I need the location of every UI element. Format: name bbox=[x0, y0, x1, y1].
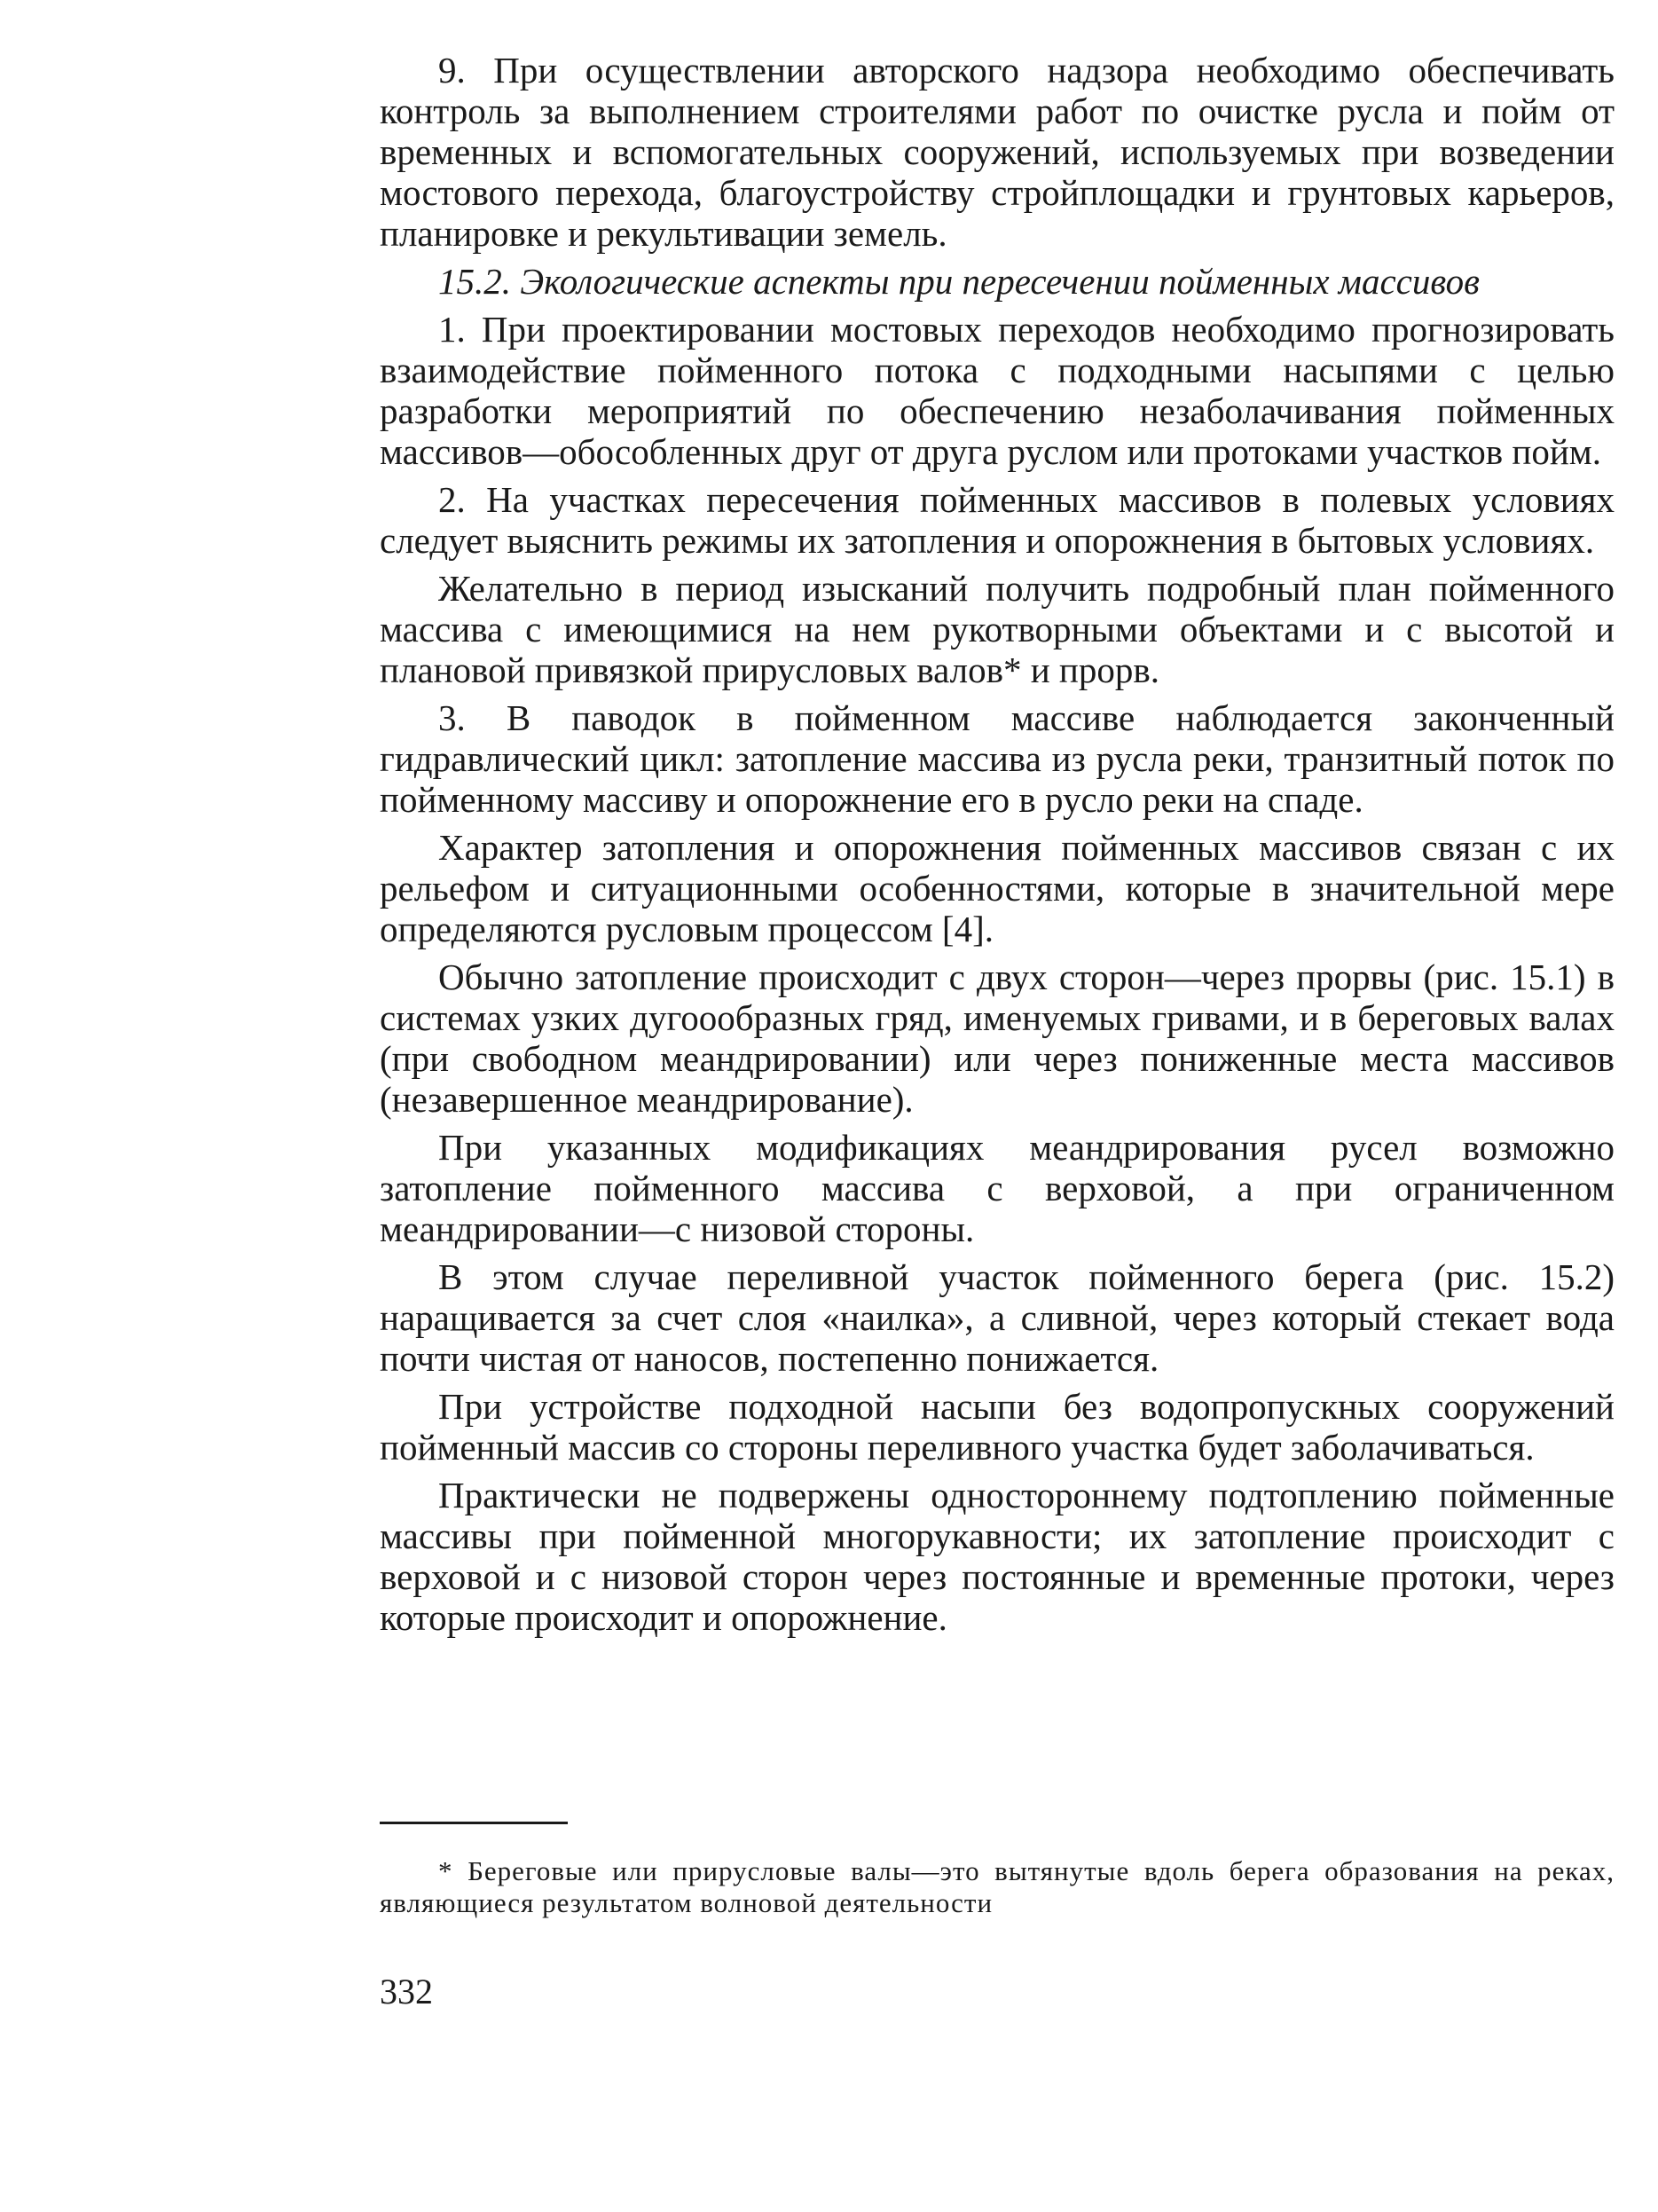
paragraph-item-2: 2. На участках пересечения пойменных массивов в полевых условиях следует выяснить режимы их затопления и опорожнения в бытовых условиях. bbox=[380, 479, 1615, 561]
paragraph-embankment: При устройстве подходной насыпи без водопропускных сооружений пойменный массив со стороны переливного участка будет заболачиваться. bbox=[380, 1386, 1615, 1468]
paragraph-overflow-section: В этом случае переливной участок пойменного берега (рис. 15.2) наращивается за счет слоя «наилка», а сливной, через который стекает вода почти чистая от наносов, постепенно понижается. bbox=[380, 1256, 1615, 1379]
page-number: 332 bbox=[380, 1972, 433, 2011]
footnote: * Береговые или прирусловые валы—это вытянутые вдоль берега образования на реках, являющиеся результатом волновой деятельности bbox=[380, 1855, 1615, 1918]
body-text bbox=[380, 50, 1615, 1645]
footnote-divider bbox=[380, 1822, 568, 1824]
paragraph-survey-plan: Желательно в период изысканий получить подробный план пойменного массива с имеющимися на нем рукотворными объектами и с высотой и плановой привязкой прирусловых валов* и прорв. bbox=[380, 568, 1615, 690]
paragraph-item-3: 3. В паводок в пойменном массиве наблюдается законченный гидравлический цикл: затопление массива из русла реки, транзитный поток по пойменному массиву и опорожнение его в русло реки на спаде. bbox=[380, 697, 1615, 820]
paragraph-multichannel: Практически не подвержены одностороннему подтоплению пойменные массивы при пойменной многорукавности; их затопление происходит с верховой и с низовой сторон через постоянные и временные протоки, через которые происходит и опорожнение. bbox=[380, 1475, 1615, 1638]
paragraph-meandering: При указанных модификациях меандрирования русел возможно затопление пойменного массива с верховой, а при ограниченном меандрировании—с низовой стороны. bbox=[380, 1127, 1615, 1249]
paragraph-flooding-sides: Обычно затопление происходит с двух сторон—через прорвы (рис. 15.1) в системах узких дугоообразных гряд, именуемых гривами, и в береговых валах (при свободном меандрировании) или через пониженные места массивов (незавершенное меандрирование). bbox=[380, 956, 1615, 1120]
section-heading: 15.2. Экологические аспекты при пересечении пойменных массивов bbox=[438, 261, 1480, 302]
paragraph-item-1: 1. При проектировании мостовых переходов необходимо прогнозировать взаимодействие пойменного потока с подходными насыпями с целью разработки мероприятий по обеспечению незаболачивания пойменных массивов—обособленных друг от друга руслом или протоками участков пойм. bbox=[380, 309, 1615, 472]
paragraph-flooding-character: Характер затопления и опорожнения пойменных массивов связан с их рельефом и ситуационными особенностями, которые в значительной мере определяются русловым процессом [4]. bbox=[380, 827, 1615, 949]
paragraph-item-9: 9. При осуществлении авторского надзора необходимо обеспечивать контроль за выполнением строителями работ по очистке русла и пойм от временных и вспомогательных сооружений, используемых при возведении мостового перехода, благоустройству стройплощадки и грунтовых карьеров, планировке и рекультивации земель. bbox=[380, 50, 1615, 254]
